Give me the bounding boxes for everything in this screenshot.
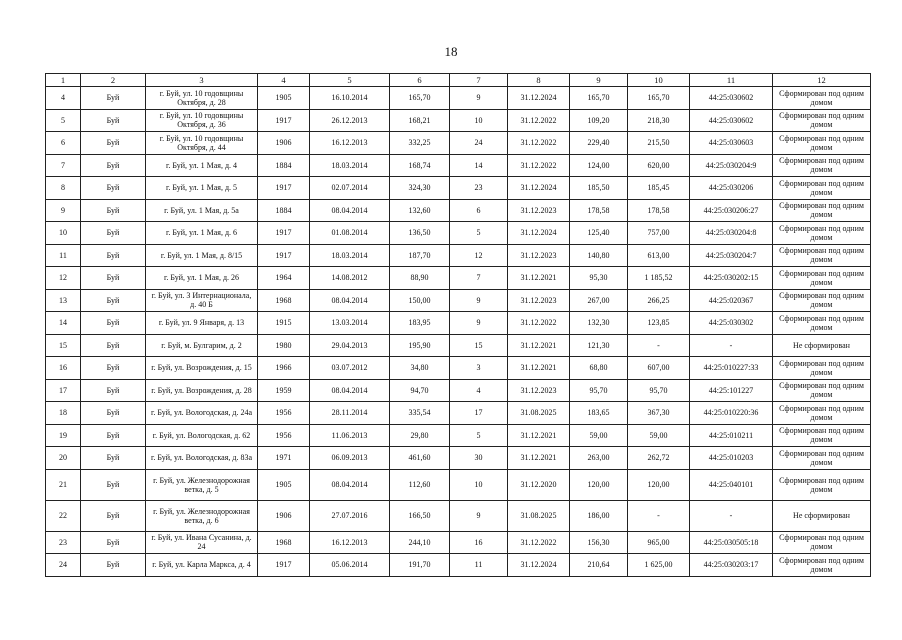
cell-land-status: Сформирован под одним домом bbox=[773, 222, 871, 245]
cell-municipality: Буй bbox=[81, 87, 146, 110]
cell-land-status: Сформирован под одним домом bbox=[773, 87, 871, 110]
cell-row-number: 7 bbox=[46, 154, 81, 177]
cell-area: 166,50 bbox=[390, 500, 450, 531]
cell-land-status: Сформирован под одним домом bbox=[773, 469, 871, 500]
cell-municipality: Буй bbox=[81, 334, 146, 357]
cell-area: 191,70 bbox=[390, 554, 450, 577]
cell-land-status: Сформирован под одним домом bbox=[773, 424, 871, 447]
cell-area-2: 165,70 bbox=[570, 87, 628, 110]
cell-residents: 10 bbox=[450, 469, 508, 500]
cell-address: г. Буй, ул. 1 Мая, д. 26 bbox=[146, 267, 258, 290]
cell-date: 18.03.2014 bbox=[310, 244, 390, 267]
cell-municipality: Буй bbox=[81, 402, 146, 425]
cell-residents: 3 bbox=[450, 357, 508, 380]
cell-cadastral-number: 44:25:030206:27 bbox=[690, 199, 773, 222]
cell-area: 88,90 bbox=[390, 267, 450, 290]
cell-land-status: Сформирован под одним домом bbox=[773, 199, 871, 222]
cell-residents: 5 bbox=[450, 222, 508, 245]
cell-address: г. Буй, ул. 1 Мая, д. 8/15 bbox=[146, 244, 258, 267]
cell-land-area: 185,45 bbox=[628, 177, 690, 200]
cell-row-number: 5 bbox=[46, 109, 81, 132]
cell-area-2: 229,40 bbox=[570, 132, 628, 155]
cell-area: 165,70 bbox=[390, 87, 450, 110]
cell-residents: 30 bbox=[450, 447, 508, 470]
cell-deadline: 31.12.2023 bbox=[508, 379, 570, 402]
cell-land-area: 178,58 bbox=[628, 199, 690, 222]
cell-land-status: Не сформирован bbox=[773, 500, 871, 531]
cell-municipality: Буй bbox=[81, 154, 146, 177]
cell-land-area: 1 625,00 bbox=[628, 554, 690, 577]
cell-land-status: Сформирован под одним домом bbox=[773, 531, 871, 554]
cell-area-2: 95,30 bbox=[570, 267, 628, 290]
cell-deadline: 31.12.2022 bbox=[508, 109, 570, 132]
cell-address: г. Буй, ул. 10 годовщины Октября, д. 28 bbox=[146, 87, 258, 110]
cell-cadastral-number: 44:25:030602 bbox=[690, 109, 773, 132]
cell-deadline: 31.12.2021 bbox=[508, 357, 570, 380]
cell-cadastral-number: 44:25:030302 bbox=[690, 312, 773, 335]
cell-residents: 10 bbox=[450, 109, 508, 132]
cell-construction-year: 1917 bbox=[258, 177, 310, 200]
cell-area-2: 183,65 bbox=[570, 402, 628, 425]
cell-date: 11.06.2013 bbox=[310, 424, 390, 447]
cell-row-number: 23 bbox=[46, 531, 81, 554]
cell-row-number: 24 bbox=[46, 554, 81, 577]
cell-date: 03.07.2012 bbox=[310, 357, 390, 380]
table-row bbox=[46, 87, 871, 110]
cell-area-2: 109,20 bbox=[570, 109, 628, 132]
cell-address: г. Буй, ул. 1 Мая, д. 5 bbox=[146, 177, 258, 200]
cell-residents: 15 bbox=[450, 334, 508, 357]
cell-deadline: 31.12.2022 bbox=[508, 132, 570, 155]
cell-area: 244,10 bbox=[390, 531, 450, 554]
cell-land-status: Не сформирован bbox=[773, 334, 871, 357]
column-header: 12 bbox=[773, 74, 871, 87]
column-header: 1 bbox=[46, 74, 81, 87]
cell-area-2: 95,70 bbox=[570, 379, 628, 402]
cell-municipality: Буй bbox=[81, 177, 146, 200]
cell-construction-year: 1905 bbox=[258, 469, 310, 500]
cell-residents: 9 bbox=[450, 312, 508, 335]
cell-deadline: 31.12.2020 bbox=[508, 469, 570, 500]
cell-area-2: 140,80 bbox=[570, 244, 628, 267]
cell-municipality: Буй bbox=[81, 199, 146, 222]
cell-address: г. Буй, ул. Железнодорожная ветка, д. 5 bbox=[146, 469, 258, 500]
table-row bbox=[46, 402, 871, 425]
cell-deadline: 31.12.2024 bbox=[508, 177, 570, 200]
cell-construction-year: 1884 bbox=[258, 199, 310, 222]
cell-deadline: 31.12.2024 bbox=[508, 87, 570, 110]
table-row bbox=[46, 222, 871, 245]
column-header: 3 bbox=[146, 74, 258, 87]
cell-area-2: 210,64 bbox=[570, 554, 628, 577]
cell-area: 187,70 bbox=[390, 244, 450, 267]
cell-row-number: 15 bbox=[46, 334, 81, 357]
cell-land-area: 262,72 bbox=[628, 447, 690, 470]
cell-area-2: 132,30 bbox=[570, 312, 628, 335]
cell-construction-year: 1915 bbox=[258, 312, 310, 335]
cell-address: г. Буй, ул. Возрождения, д. 28 bbox=[146, 379, 258, 402]
cell-construction-year: 1884 bbox=[258, 154, 310, 177]
cell-address: г. Буй, ул. Ивана Сусанина, д. 24 bbox=[146, 531, 258, 554]
cell-land-area: 59,00 bbox=[628, 424, 690, 447]
cell-row-number: 11 bbox=[46, 244, 81, 267]
table-row bbox=[46, 531, 871, 554]
cell-area: 335,54 bbox=[390, 402, 450, 425]
cell-residents: 24 bbox=[450, 132, 508, 155]
cell-construction-year: 1917 bbox=[258, 222, 310, 245]
cell-cadastral-number: 44:25:010203 bbox=[690, 447, 773, 470]
cell-land-area: 613,00 bbox=[628, 244, 690, 267]
cell-municipality: Буй bbox=[81, 424, 146, 447]
cell-cadastral-number: 44:25:030204:7 bbox=[690, 244, 773, 267]
cell-area: 195,90 bbox=[390, 334, 450, 357]
cell-land-area: 218,30 bbox=[628, 109, 690, 132]
cell-date: 18.03.2014 bbox=[310, 154, 390, 177]
cell-land-area: 1 185,52 bbox=[628, 267, 690, 290]
cell-land-area: 123,85 bbox=[628, 312, 690, 335]
cell-date: 06.09.2013 bbox=[310, 447, 390, 470]
table-row bbox=[46, 244, 871, 267]
cell-residents: 23 bbox=[450, 177, 508, 200]
column-header: 6 bbox=[390, 74, 450, 87]
cell-address: г. Буй, ул. Вологодская, д. 62 bbox=[146, 424, 258, 447]
cell-municipality: Буй bbox=[81, 267, 146, 290]
column-header: 7 bbox=[450, 74, 508, 87]
cell-deadline: 31.12.2024 bbox=[508, 554, 570, 577]
cell-land-area: - bbox=[628, 500, 690, 531]
cell-cadastral-number: 44:25:010220:36 bbox=[690, 402, 773, 425]
cell-date: 14.08.2012 bbox=[310, 267, 390, 290]
cell-land-area: 120,00 bbox=[628, 469, 690, 500]
cell-area-2: 185,50 bbox=[570, 177, 628, 200]
cell-construction-year: 1964 bbox=[258, 267, 310, 290]
cell-land-status: Сформирован под одним домом bbox=[773, 132, 871, 155]
cell-address: г. Буй, м. Булгарим, д. 2 bbox=[146, 334, 258, 357]
cell-area: 29,80 bbox=[390, 424, 450, 447]
cell-cadastral-number: 44:25:030204:8 bbox=[690, 222, 773, 245]
cell-residents: 11 bbox=[450, 554, 508, 577]
cell-municipality: Буй bbox=[81, 500, 146, 531]
table-row bbox=[46, 554, 871, 577]
cell-land-area: 215,50 bbox=[628, 132, 690, 155]
cell-address: г. Буй, ул. 3 Интернационала, д. 40 Б bbox=[146, 289, 258, 312]
table-row bbox=[46, 357, 871, 380]
cell-land-area: 965,00 bbox=[628, 531, 690, 554]
cell-row-number: 13 bbox=[46, 289, 81, 312]
cell-cadastral-number: 44:25:010211 bbox=[690, 424, 773, 447]
cell-cadastral-number: 44:25:030602 bbox=[690, 87, 773, 110]
housing-registry-table bbox=[45, 73, 871, 577]
cell-land-area: 367,30 bbox=[628, 402, 690, 425]
cell-area: 183,95 bbox=[390, 312, 450, 335]
cell-date: 26.12.2013 bbox=[310, 109, 390, 132]
cell-date: 13.03.2014 bbox=[310, 312, 390, 335]
cell-municipality: Буй bbox=[81, 222, 146, 245]
cell-row-number: 8 bbox=[46, 177, 81, 200]
cell-date: 01.08.2014 bbox=[310, 222, 390, 245]
cell-construction-year: 1956 bbox=[258, 424, 310, 447]
cell-area: 324,30 bbox=[390, 177, 450, 200]
cell-residents: 5 bbox=[450, 424, 508, 447]
table-row bbox=[46, 177, 871, 200]
cell-land-status: Сформирован под одним домом bbox=[773, 379, 871, 402]
cell-row-number: 4 bbox=[46, 87, 81, 110]
cell-residents: 14 bbox=[450, 154, 508, 177]
cell-land-area: 266,25 bbox=[628, 289, 690, 312]
cell-construction-year: 1917 bbox=[258, 554, 310, 577]
column-header: 9 bbox=[570, 74, 628, 87]
cell-area-2: 124,00 bbox=[570, 154, 628, 177]
cell-residents: 16 bbox=[450, 531, 508, 554]
cell-date: 08.04.2014 bbox=[310, 289, 390, 312]
cell-row-number: 14 bbox=[46, 312, 81, 335]
table-row bbox=[46, 500, 871, 531]
cell-address: г. Буй, ул. Возрождения, д. 15 bbox=[146, 357, 258, 380]
cell-land-area: 607,00 bbox=[628, 357, 690, 380]
cell-construction-year: 1980 bbox=[258, 334, 310, 357]
cell-residents: 9 bbox=[450, 289, 508, 312]
cell-land-status: Сформирован под одним домом bbox=[773, 244, 871, 267]
cell-deadline: 31.08.2025 bbox=[508, 500, 570, 531]
cell-date: 29.04.2013 bbox=[310, 334, 390, 357]
table-row bbox=[46, 312, 871, 335]
column-header: 10 bbox=[628, 74, 690, 87]
cell-land-status: Сформирован под одним домом bbox=[773, 267, 871, 290]
cell-deadline: 31.12.2021 bbox=[508, 447, 570, 470]
cell-address: г. Буй, ул. 1 Мая, д. 6 bbox=[146, 222, 258, 245]
column-header: 8 bbox=[508, 74, 570, 87]
cell-land-status: Сформирован под одним домом bbox=[773, 177, 871, 200]
cell-construction-year: 1917 bbox=[258, 109, 310, 132]
table-row bbox=[46, 289, 871, 312]
cell-date: 16.10.2014 bbox=[310, 87, 390, 110]
cell-cadastral-number: 44:25:030206 bbox=[690, 177, 773, 200]
cell-cadastral-number: 44:25:030203:17 bbox=[690, 554, 773, 577]
cell-row-number: 20 bbox=[46, 447, 81, 470]
cell-cadastral-number: 44:25:040101 bbox=[690, 469, 773, 500]
cell-date: 05.06.2014 bbox=[310, 554, 390, 577]
table-row bbox=[46, 109, 871, 132]
cell-address: г. Буй, ул. Вологодская, д. 24а bbox=[146, 402, 258, 425]
cell-area: 168,21 bbox=[390, 109, 450, 132]
cell-residents: 12 bbox=[450, 244, 508, 267]
cell-municipality: Буй bbox=[81, 109, 146, 132]
cell-row-number: 22 bbox=[46, 500, 81, 531]
cell-land-area: 95,70 bbox=[628, 379, 690, 402]
cell-cadastral-number: 44:25:101227 bbox=[690, 379, 773, 402]
cell-municipality: Буй bbox=[81, 289, 146, 312]
cell-municipality: Буй bbox=[81, 379, 146, 402]
cell-construction-year: 1971 bbox=[258, 447, 310, 470]
cell-date: 08.04.2014 bbox=[310, 469, 390, 500]
table-body bbox=[46, 74, 871, 577]
table-row bbox=[46, 424, 871, 447]
cell-area-2: 120,00 bbox=[570, 469, 628, 500]
cell-construction-year: 1956 bbox=[258, 402, 310, 425]
cell-row-number: 21 bbox=[46, 469, 81, 500]
cell-date: 08.04.2014 bbox=[310, 199, 390, 222]
cell-deadline: 31.12.2022 bbox=[508, 154, 570, 177]
table-row bbox=[46, 334, 871, 357]
cell-cadastral-number: 44:25:030204:9 bbox=[690, 154, 773, 177]
cell-residents: 6 bbox=[450, 199, 508, 222]
cell-row-number: 9 bbox=[46, 199, 81, 222]
cell-area: 34,80 bbox=[390, 357, 450, 380]
cell-deadline: 31.12.2023 bbox=[508, 289, 570, 312]
cell-deadline: 31.12.2021 bbox=[508, 334, 570, 357]
cell-municipality: Буй bbox=[81, 244, 146, 267]
cell-deadline: 31.12.2021 bbox=[508, 424, 570, 447]
cell-row-number: 19 bbox=[46, 424, 81, 447]
cell-deadline: 31.12.2024 bbox=[508, 222, 570, 245]
cell-area-2: 263,00 bbox=[570, 447, 628, 470]
cell-address: г. Буй, ул. 9 Января, д. 13 bbox=[146, 312, 258, 335]
cell-deadline: 31.12.2022 bbox=[508, 531, 570, 554]
cell-cadastral-number: - bbox=[690, 334, 773, 357]
cell-construction-year: 1906 bbox=[258, 500, 310, 531]
cell-municipality: Буй bbox=[81, 447, 146, 470]
cell-land-status: Сформирован под одним домом bbox=[773, 357, 871, 380]
cell-date: 02.07.2014 bbox=[310, 177, 390, 200]
cell-deadline: 31.08.2025 bbox=[508, 402, 570, 425]
cell-construction-year: 1917 bbox=[258, 244, 310, 267]
cell-residents: 9 bbox=[450, 87, 508, 110]
cell-deadline: 31.12.2021 bbox=[508, 267, 570, 290]
cell-area: 150,00 bbox=[390, 289, 450, 312]
cell-municipality: Буй bbox=[81, 554, 146, 577]
cell-date: 16.12.2013 bbox=[310, 531, 390, 554]
table-row bbox=[46, 267, 871, 290]
column-number-row bbox=[46, 74, 871, 87]
cell-land-status: Сформирован под одним домом bbox=[773, 154, 871, 177]
column-header: 4 bbox=[258, 74, 310, 87]
cell-row-number: 12 bbox=[46, 267, 81, 290]
cell-construction-year: 1906 bbox=[258, 132, 310, 155]
cell-address: г. Буй, ул. 1 Мая, д. 4 bbox=[146, 154, 258, 177]
cell-cadastral-number: - bbox=[690, 500, 773, 531]
column-header: 5 bbox=[310, 74, 390, 87]
cell-land-area: 165,70 bbox=[628, 87, 690, 110]
cell-address: г. Буй, ул. 1 Мая, д. 5а bbox=[146, 199, 258, 222]
cell-row-number: 10 bbox=[46, 222, 81, 245]
column-header: 11 bbox=[690, 74, 773, 87]
cell-date: 16.12.2013 bbox=[310, 132, 390, 155]
cell-area-2: 121,30 bbox=[570, 334, 628, 357]
cell-municipality: Буй bbox=[81, 132, 146, 155]
cell-construction-year: 1968 bbox=[258, 289, 310, 312]
table-row bbox=[46, 199, 871, 222]
cell-address: г. Буй, ул. 10 годовщины Октября, д. 36 bbox=[146, 109, 258, 132]
cell-deadline: 31.12.2022 bbox=[508, 312, 570, 335]
cell-area: 332,25 bbox=[390, 132, 450, 155]
cell-cadastral-number: 44:25:020367 bbox=[690, 289, 773, 312]
cell-residents: 17 bbox=[450, 402, 508, 425]
cell-land-status: Сформирован под одним домом bbox=[773, 289, 871, 312]
cell-address: г. Буй, ул. Вологодская, д. 83а bbox=[146, 447, 258, 470]
cell-deadline: 31.12.2023 bbox=[508, 199, 570, 222]
cell-deadline: 31.12.2023 bbox=[508, 244, 570, 267]
table-row bbox=[46, 379, 871, 402]
cell-cadastral-number: 44:25:030505:18 bbox=[690, 531, 773, 554]
cell-cadastral-number: 44:25:010227:33 bbox=[690, 357, 773, 380]
cell-construction-year: 1968 bbox=[258, 531, 310, 554]
cell-area: 112,60 bbox=[390, 469, 450, 500]
cell-construction-year: 1905 bbox=[258, 87, 310, 110]
cell-residents: 9 bbox=[450, 500, 508, 531]
cell-area-2: 156,30 bbox=[570, 531, 628, 554]
cell-area: 94,70 bbox=[390, 379, 450, 402]
cell-cadastral-number: 44:25:030603 bbox=[690, 132, 773, 155]
cell-area-2: 178,58 bbox=[570, 199, 628, 222]
cell-row-number: 16 bbox=[46, 357, 81, 380]
cell-residents: 4 bbox=[450, 379, 508, 402]
cell-row-number: 18 bbox=[46, 402, 81, 425]
cell-date: 08.04.2014 bbox=[310, 379, 390, 402]
cell-land-area: 757,00 bbox=[628, 222, 690, 245]
table-row bbox=[46, 447, 871, 470]
cell-land-status: Сформирован под одним домом bbox=[773, 109, 871, 132]
cell-land-area: - bbox=[628, 334, 690, 357]
table-row bbox=[46, 132, 871, 155]
cell-date: 27.07.2016 bbox=[310, 500, 390, 531]
cell-area-2: 125,40 bbox=[570, 222, 628, 245]
cell-residents: 7 bbox=[450, 267, 508, 290]
cell-municipality: Буй bbox=[81, 312, 146, 335]
cell-land-status: Сформирован под одним домом bbox=[773, 447, 871, 470]
cell-row-number: 6 bbox=[46, 132, 81, 155]
cell-land-status: Сформирован под одним домом bbox=[773, 402, 871, 425]
cell-address: г. Буй, ул. Железнодорожная ветка, д. 6 bbox=[146, 500, 258, 531]
cell-address: г. Буй, ул. Карла Маркса, д. 4 bbox=[146, 554, 258, 577]
cell-area: 136,50 bbox=[390, 222, 450, 245]
page-number: 18 bbox=[444, 44, 458, 59]
cell-area: 461,60 bbox=[390, 447, 450, 470]
cell-area-2: 68,80 bbox=[570, 357, 628, 380]
cell-date: 28.11.2014 bbox=[310, 402, 390, 425]
cell-cadastral-number: 44:25:030202:15 bbox=[690, 267, 773, 290]
cell-area: 132,60 bbox=[390, 199, 450, 222]
cell-construction-year: 1959 bbox=[258, 379, 310, 402]
cell-land-status: Сформирован под одним домом bbox=[773, 554, 871, 577]
cell-area-2: 267,00 bbox=[570, 289, 628, 312]
cell-area-2: 186,00 bbox=[570, 500, 628, 531]
cell-address: г. Буй, ул. 10 годовщины Октября, д. 44 bbox=[146, 132, 258, 155]
table-row bbox=[46, 469, 871, 500]
cell-construction-year: 1966 bbox=[258, 357, 310, 380]
cell-municipality: Буй bbox=[81, 469, 146, 500]
table-row bbox=[46, 154, 871, 177]
cell-row-number: 17 bbox=[46, 379, 81, 402]
column-header: 2 bbox=[81, 74, 146, 87]
cell-land-area: 620,00 bbox=[628, 154, 690, 177]
cell-municipality: Буй bbox=[81, 531, 146, 554]
cell-land-status: Сформирован под одним домом bbox=[773, 312, 871, 335]
cell-municipality: Буй bbox=[81, 357, 146, 380]
cell-area: 168,74 bbox=[390, 154, 450, 177]
cell-area-2: 59,00 bbox=[570, 424, 628, 447]
